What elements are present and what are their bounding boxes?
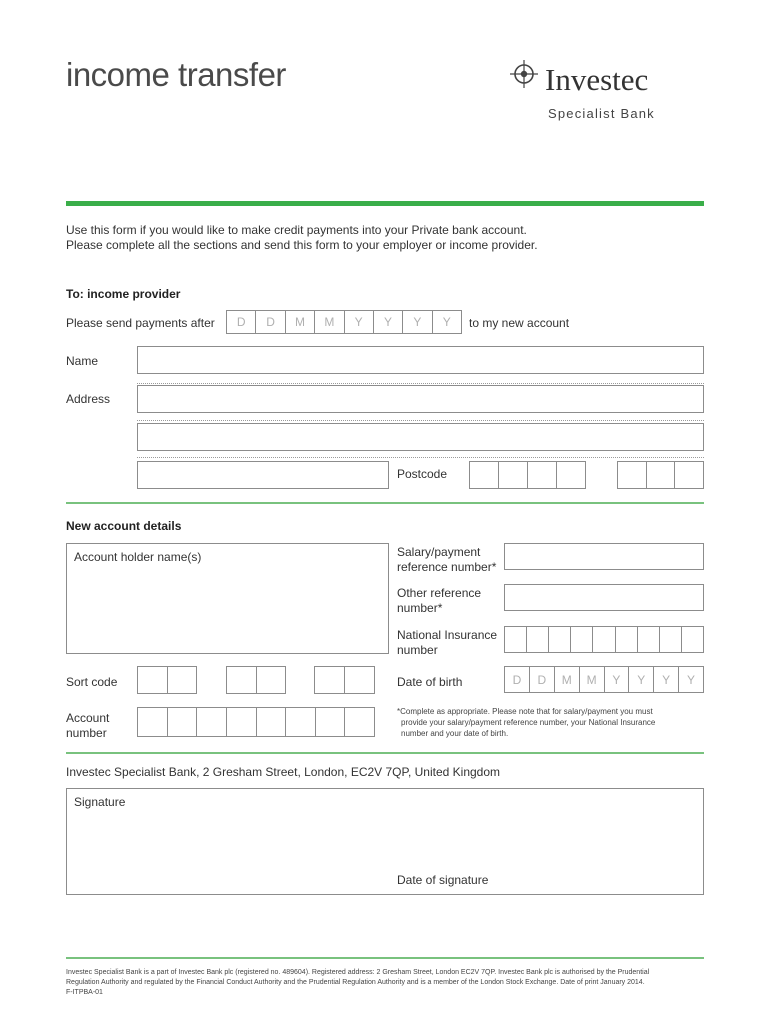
dob-cell[interactable]: D	[512, 672, 522, 687]
dob-cell[interactable]: M	[554, 667, 579, 692]
signature-field[interactable]	[66, 788, 704, 895]
date-cell[interactable]: Y	[344, 311, 373, 333]
bank-address: Investec Specialist Bank, 2 Gresham Street, London, EC2V 7QP, United Kingdom	[66, 765, 501, 779]
address-line-3-field[interactable]	[137, 461, 389, 489]
salary-ref-label	[397, 545, 496, 575]
account-number-cell[interactable]	[226, 708, 256, 736]
sort-code-field-1[interactable]	[137, 666, 197, 694]
account-number-cell[interactable]	[344, 708, 374, 736]
dob-cell[interactable]: Y	[628, 667, 653, 692]
ni-label-line-1: National Insurance	[397, 628, 498, 642]
note-line-2: provide your salary/payment reference number, your National Insurance	[401, 718, 656, 727]
salary-ref-label-line-1: Salary/payment	[397, 545, 481, 559]
to-account-label: to my new account	[469, 316, 570, 330]
dob-cell[interactable]: Y	[653, 667, 678, 692]
ni-cell[interactable]	[548, 627, 570, 652]
postcode-field-1[interactable]	[469, 461, 586, 489]
signature-label: Signature	[74, 795, 126, 809]
sort-code-label: Sort code	[66, 675, 118, 689]
ni-cell[interactable]	[659, 627, 681, 652]
ni-label-line-2: number	[397, 643, 438, 657]
intro-line-1: Use this form if you would like to make credit payments into your Private bank account.	[66, 223, 527, 237]
account-number-label-line-2: number	[66, 726, 107, 740]
account-holder-label: Account holder name(s)	[74, 550, 202, 564]
separator	[137, 383, 704, 384]
other-ref-label-line-1: Other reference	[397, 586, 482, 600]
account-number-label	[66, 711, 109, 741]
ni-label	[397, 628, 497, 658]
postcode-cell[interactable]	[498, 462, 527, 488]
date-cell[interactable]: Y	[402, 311, 431, 333]
completion-note	[397, 706, 697, 739]
salary-reference-field[interactable]	[504, 543, 704, 570]
account-number-cell[interactable]	[315, 708, 345, 736]
postcode-label: Postcode	[397, 467, 448, 481]
footer-line-1: Investec Specialist Bank is a part of Investec Bank plc (registered no. 489604). Registered address: 2 Gresham Street, London EC2V 7QP. Investec Bank plc is authorised by the Prudential	[66, 969, 650, 976]
ni-cell[interactable]	[637, 627, 659, 652]
brand-subtitle: Specialist Bank	[548, 106, 655, 121]
salary-ref-label-line-2: reference number*	[397, 560, 497, 574]
account-number-cell[interactable]	[256, 708, 286, 736]
form-title: income transfer	[66, 56, 286, 93]
account-number-cell[interactable]	[285, 708, 315, 736]
provider-heading: To: income provider	[66, 287, 181, 301]
date-cell[interactable]: Y	[432, 311, 461, 333]
investec-logo-icon	[510, 60, 538, 88]
intro-text	[66, 223, 538, 253]
sort-code-cell[interactable]	[315, 667, 344, 693]
send-after-label: Please send payments after	[66, 316, 215, 330]
ni-cell[interactable]	[570, 627, 592, 652]
dob-cell[interactable]: Y	[604, 667, 629, 692]
section-divider	[66, 752, 704, 754]
sort-code-cell[interactable]	[344, 667, 374, 693]
name-label: Name	[66, 354, 99, 368]
dob-cell[interactable]: M	[579, 667, 604, 692]
national-insurance-field[interactable]	[504, 626, 704, 653]
dob-cell[interactable]: D	[529, 667, 554, 692]
brand-name: Investec	[545, 62, 649, 97]
postcode-cell[interactable]	[527, 462, 556, 488]
ni-cell[interactable]	[615, 627, 637, 652]
separator	[137, 420, 704, 421]
separator	[137, 457, 704, 458]
account-number-field[interactable]	[137, 707, 375, 737]
ni-cell[interactable]	[505, 627, 526, 652]
postcode-cell[interactable]	[470, 462, 498, 488]
address-line-2-field[interactable]	[137, 423, 704, 451]
other-reference-field[interactable]	[504, 584, 704, 611]
date-cell[interactable]: M	[314, 311, 343, 333]
name-field[interactable]	[137, 346, 704, 374]
sort-code-cell[interactable]	[256, 667, 286, 693]
sort-code-cell[interactable]	[138, 667, 167, 693]
account-number-cell[interactable]	[167, 708, 197, 736]
account-heading: New account details	[66, 519, 182, 533]
header-divider	[66, 201, 704, 206]
dob-cell[interactable]: Y	[678, 667, 703, 692]
ni-cell[interactable]	[681, 627, 703, 652]
account-holder-names-field[interactable]	[66, 543, 389, 654]
form-code: F-ITPBA-01	[66, 989, 103, 996]
dob-label: Date of birth	[397, 675, 463, 689]
postcode-cell[interactable]	[646, 462, 675, 488]
postcode-cell[interactable]	[674, 462, 703, 488]
postcode-cell[interactable]	[556, 462, 585, 488]
date-cell[interactable]: D	[255, 311, 284, 333]
date-of-birth-field[interactable]	[504, 666, 704, 693]
ni-cell[interactable]	[592, 627, 614, 652]
footer-divider	[66, 957, 704, 959]
other-ref-label-line-2: number*	[397, 601, 443, 615]
account-number-cell[interactable]	[138, 708, 167, 736]
ni-cell[interactable]	[526, 627, 548, 652]
sort-code-field-3[interactable]	[314, 666, 375, 694]
payment-start-date-field[interactable]	[226, 310, 462, 334]
other-ref-label	[397, 586, 481, 616]
address-label: Address	[66, 392, 111, 406]
postcode-cell[interactable]	[618, 462, 646, 488]
date-cell[interactable]: Y	[373, 311, 402, 333]
section-divider	[66, 502, 704, 504]
date-cell[interactable]: D	[236, 315, 246, 329]
date-of-signature-label: Date of signature	[397, 873, 489, 887]
footer-line-2: Regulation Authority and regulated by the Financial Conduct Authority and the Prudential Regulation Authority and is a member of the London Stock Exchange. Date of print January 2014.	[66, 979, 645, 986]
sort-code-cell[interactable]	[227, 667, 256, 693]
sort-code-cell[interactable]	[167, 667, 197, 693]
address-line-1-field[interactable]	[137, 385, 704, 413]
intro-line-2: Please complete all the sections and send this form to your employer or income provider.	[66, 238, 538, 252]
sort-code-field-2[interactable]	[226, 666, 286, 694]
note-line-3: number and your date of birth.	[401, 729, 509, 738]
footer-text	[66, 968, 706, 998]
account-number-label-line-1: Account	[66, 711, 110, 725]
note-line-1: *Complete as appropriate. Please note that for salary/payment you must	[397, 707, 653, 716]
account-number-cell[interactable]	[196, 708, 226, 736]
date-cell[interactable]: M	[285, 311, 314, 333]
postcode-field-2[interactable]	[617, 461, 704, 489]
